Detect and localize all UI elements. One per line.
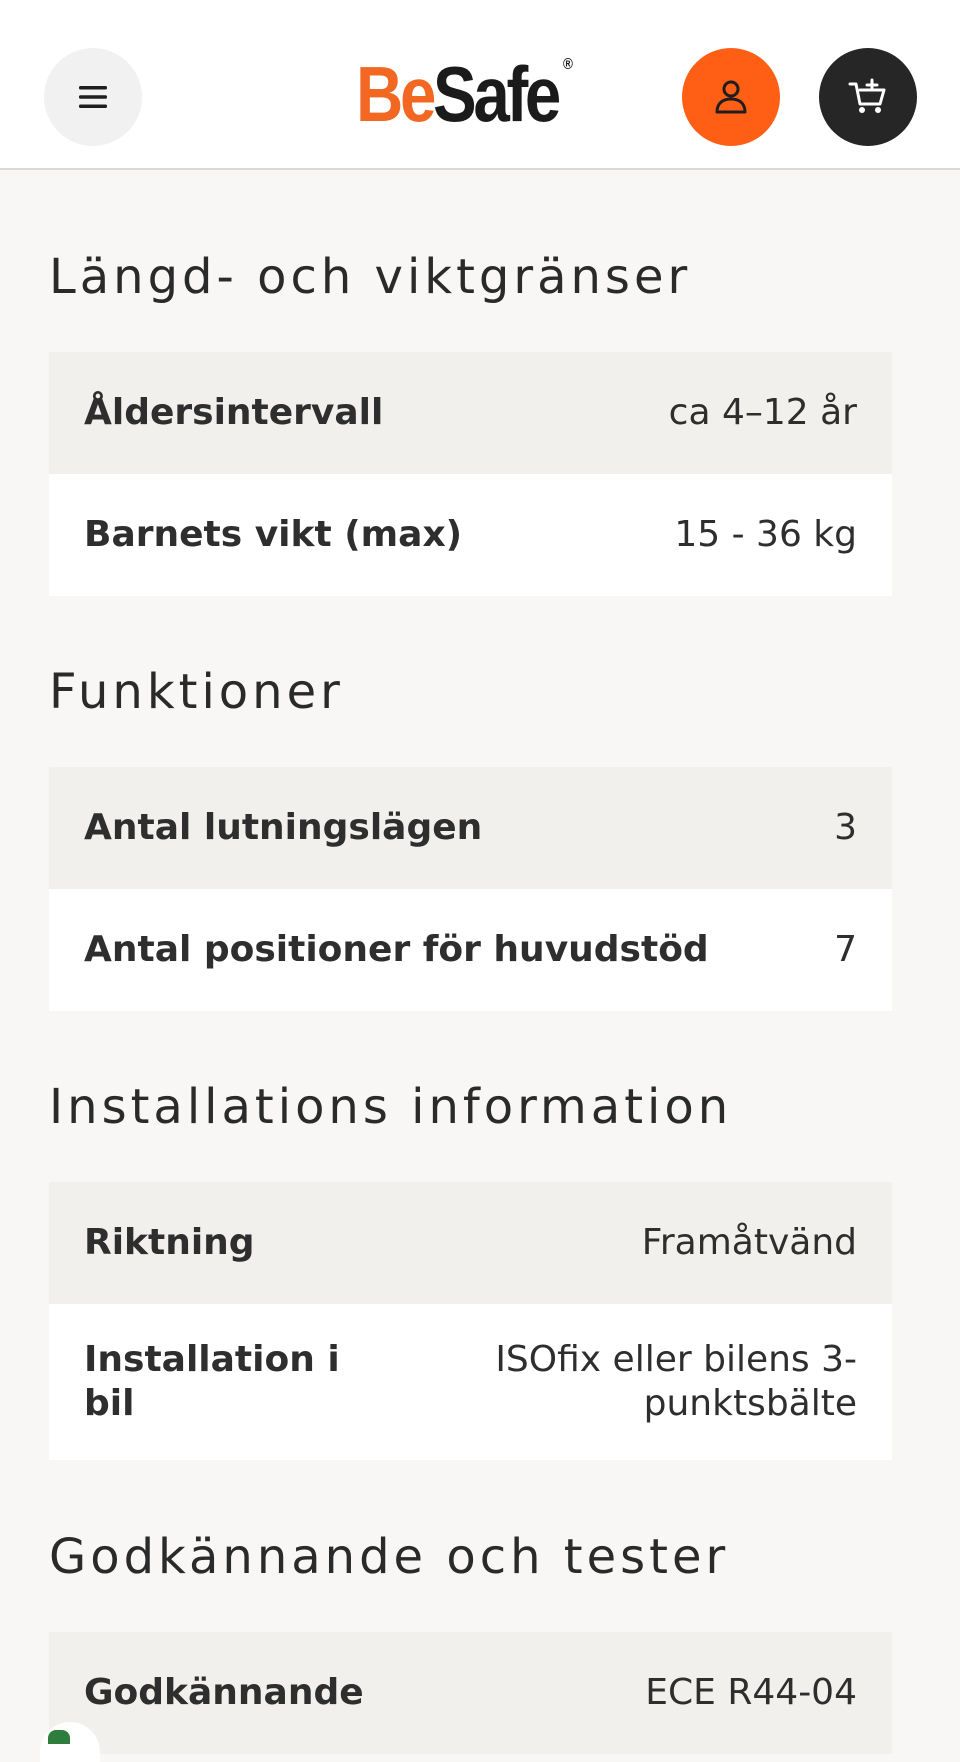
logo-part-be: Be: [356, 50, 434, 138]
account-button[interactable]: [682, 48, 780, 146]
hamburger-menu-icon: [77, 84, 109, 110]
spec-label: Installation i bil: [84, 1339, 340, 1424]
spec-row: [49, 1304, 892, 1460]
widget-leaf-icon: [48, 1730, 70, 1744]
spec-value: 3: [834, 807, 857, 848]
logo-part-safe: Safe: [433, 50, 559, 138]
spec-row: [49, 889, 892, 1011]
section-title-functions: Funktioner: [49, 664, 344, 720]
cart-add-icon: [848, 78, 888, 116]
logo-registered-mark: ®: [563, 56, 573, 73]
spec-label: Antal lutningslägen: [84, 807, 483, 848]
spec-table-installation: [49, 1182, 892, 1460]
section-title-installation: Installations information: [49, 1079, 733, 1135]
spec-table-length-weight: [49, 352, 892, 596]
cart-button[interactable]: [819, 48, 917, 146]
spec-value: ECE R44-04: [645, 1672, 857, 1713]
spec-row: [49, 1632, 892, 1754]
spec-value: 7: [834, 929, 857, 970]
spec-label: Antal positioner för huvudstöd: [84, 929, 709, 970]
section-title-length-weight: Längd- och viktgränser: [49, 249, 692, 305]
user-icon: [714, 79, 748, 115]
spec-value: Framåtvänd: [641, 1222, 857, 1263]
section-title-approvals: Godkännande och tester: [49, 1529, 730, 1585]
besafe-logo[interactable]: [356, 50, 573, 138]
spec-table-approvals: [49, 1632, 892, 1754]
spec-label: Riktning: [84, 1222, 255, 1263]
site-header: [0, 0, 960, 170]
spec-row: [49, 474, 892, 596]
spec-label: Barnets vikt (max): [84, 514, 463, 555]
spec-value: ca 4–12 år: [668, 392, 857, 433]
spec-label: Åldersintervall: [84, 392, 384, 433]
spec-row: [49, 767, 892, 889]
menu-button[interactable]: [44, 48, 142, 146]
spec-row: [49, 352, 892, 474]
spec-value: 15 - 36 kg: [674, 514, 857, 555]
spec-label: Godkännande: [84, 1672, 364, 1713]
spec-table-functions: [49, 767, 892, 1011]
spec-row: [49, 1182, 892, 1304]
spec-value: ISOfix eller bilens 3-punktsbälte: [495, 1339, 857, 1424]
